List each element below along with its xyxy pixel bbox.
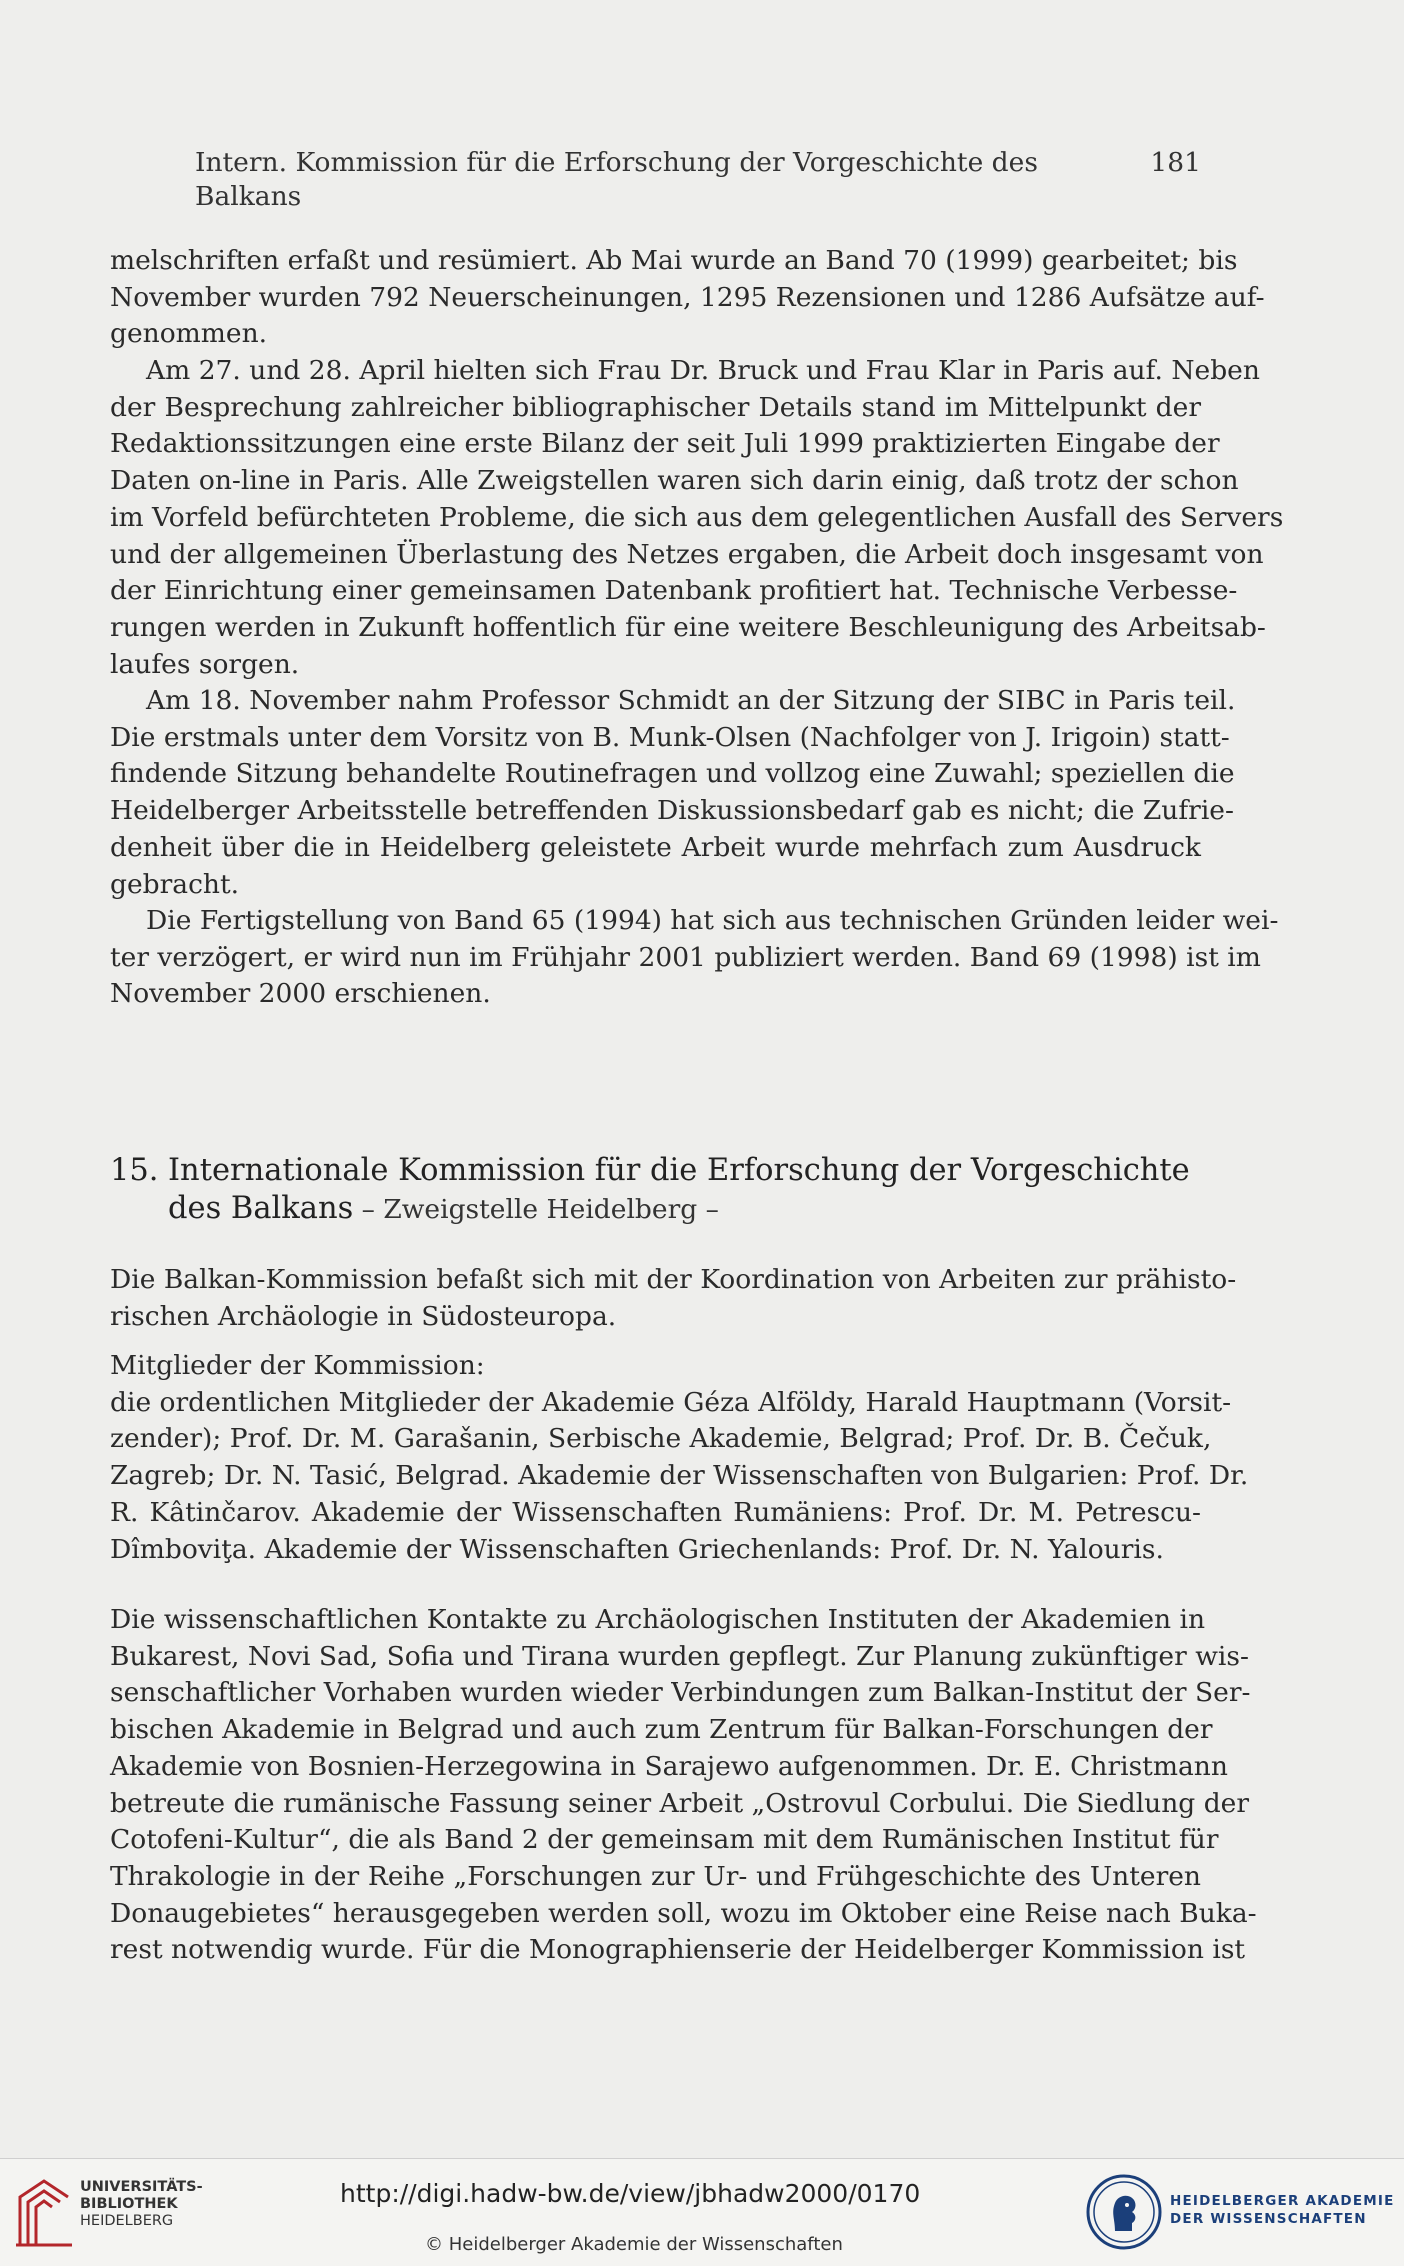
text-line: Dîmboviţa. Akademie der Wissenschaften Griechenlands: Prof. Dr. N. Yalouris. — [110, 1533, 1164, 1565]
academy-name — [1170, 2192, 1395, 2228]
text-line: Thrakologie in der Reihe „Forschungen zur Ur- und Frühgeschichte des Unteren — [110, 1860, 1201, 1892]
text-line: gebracht. — [110, 868, 240, 900]
text-line: findende Sitzung behandelte Routinefragen und vollzog eine Zuwahl; speziellen die — [110, 758, 1235, 790]
text-line: Cotofeni-Kultur“, die als Band 2 der gemeinsam mit dem Rumänischen Institut für — [110, 1824, 1219, 1856]
paragraph — [110, 903, 1279, 1013]
university-library-name — [80, 2179, 203, 2230]
text-line: die ordentlichen Mitglieder der Akademie Géza Alföldy, Harald Hauptmann (Vorsit- — [110, 1386, 1232, 1418]
copyright-notice: © Heidelberger Akademie der Wissenschaften — [425, 2234, 843, 2255]
section-title-line2-wrap — [110, 1190, 1201, 1229]
text-line: bischen Akademie in Belgrad und auch zum Zentrum für Balkan-Forschungen der — [110, 1714, 1213, 1746]
paragraph — [110, 1262, 1237, 1335]
library-line: UNIVERSITÄTS- — [80, 2179, 203, 2195]
section-title-line2: des Balkans — [168, 1191, 354, 1226]
text-line: Redaktionssitzungen eine erste Bilanz der seit Juli 1999 praktizierten Eingabe der — [110, 428, 1220, 460]
running-head — [195, 146, 1201, 214]
text-line: zender); Prof. Dr. M. Garašanin, Serbische Akademie, Belgrad; Prof. Dr. B. Čečuk, — [110, 1423, 1212, 1455]
text-line: R. Kâtinčarov. Akademie der Wissenschaften Rumäniens: Prof. Dr. M. Petrescu- — [110, 1496, 1201, 1528]
text-line: Zagreb; Dr. N. Tasić, Belgrad. Akademie der Wissenschaften von Bulgarien: Prof. Dr. — [110, 1460, 1249, 1492]
paragraph — [110, 353, 1284, 683]
library-line: BIBLIOTHEK — [80, 2196, 178, 2212]
page-number: 181 — [1150, 147, 1201, 178]
paragraph — [110, 1602, 1257, 1969]
text-line: Die Fertigstellung von Band 65 (1994) hat sich aus technischen Gründen leider wei- — [146, 905, 1279, 936]
permalink-url[interactable]: http://digi.hadw-bw.de/view/jbhadw2000/0170 — [340, 2179, 921, 2208]
text-line: laufes sorgen. — [110, 648, 300, 680]
running-head-title: Intern. Kommission für die Erforschung der Vorgeschichte des Balkans — [195, 147, 1038, 212]
text-line: der Einrichtung einer gemeinsamen Datenbank profitiert hat. Technische Verbesse- — [110, 575, 1238, 607]
footer-bar — [0, 2158, 1404, 2266]
text-line: Bukarest, Novi Sad, Sofia und Tirana wurden gepflegt. Zur Planung zukünftiger wis- — [110, 1640, 1249, 1672]
section-number: 15. — [110, 1153, 159, 1188]
text-line: Mitglieder der Kommission: — [110, 1350, 485, 1381]
academy-line: HEIDELBERGER AKADEMIE — [1170, 2193, 1395, 2209]
section-title-line1: Internationale Kommission für die Erforschung der Vorgeschichte — [168, 1153, 1190, 1188]
text-line: Akademie von Bosnien-Herzegowina in Sarajewo aufgenommen. Dr. E. Christmann — [110, 1750, 1228, 1782]
text-line: rungen werden in Zukunft hoffentlich für eine weitere Beschleunigung des Arbeitsab- — [110, 611, 1266, 643]
text-line: senschaftlicher Vorhaben wurden wieder Verbindungen zum Balkan-Institut der Ser- — [110, 1677, 1251, 1709]
section-heading — [110, 1152, 1201, 1229]
paragraph — [110, 1348, 1249, 1568]
section-subtitle: – Zweigstelle Heidelberg – — [353, 1194, 719, 1225]
academy-line: DER WISSENSCHAFTEN — [1170, 2211, 1367, 2227]
paragraph — [110, 683, 1236, 903]
text-line: der Besprechung zahlreicher bibliographischer Details stand im Mittelpunkt der — [110, 391, 1201, 423]
text-line: rischen Archäologie in Südosteuropa. — [110, 1300, 617, 1332]
text-line: und der allgemeinen Überlastung des Netzes ergaben, die Arbeit doch insgesamt von — [110, 538, 1264, 570]
text-line: im Vorfeld befürchteten Probleme, die sich aus dem gelegentlichen Ausfall des Servers — [110, 501, 1284, 533]
text-line: ter verzögert, er wird nun im Frühjahr 2001 publiziert werden. Band 69 (1998) ist im — [110, 941, 1261, 973]
text-line: November wurden 792 Neuerscheinungen, 1295 Rezensionen und 1286 Aufsätze auf- — [110, 281, 1265, 313]
text-line: Die wissenschaftlichen Kontakte zu Archäologischen Instituten der Akademien in — [110, 1604, 1206, 1635]
text-line: genommen. — [110, 318, 268, 350]
university-library-logo-icon[interactable] — [14, 2175, 74, 2249]
text-line: betreute die rumänische Fassung seiner Arbeit „Ostrovul Corbului. Die Siedlung der — [110, 1787, 1250, 1819]
text-line: Heidelberger Arbeitsstelle betreffenden Diskussionsbedarf gab es nicht; die Zufrie- — [110, 795, 1234, 827]
text-line: Donaugebietes“ herausgegeben werden soll, wozu im Oktober eine Reise nach Buka- — [110, 1897, 1257, 1929]
text-line: melschriften erfaßt und resümiert. Ab Mai wurde an Band 70 (1999) gearbeitet; bis — [110, 245, 1238, 276]
paragraph — [110, 243, 1265, 353]
library-line: HEIDELBERG — [80, 2213, 174, 2229]
text-line: rest notwendig wurde. Für die Monographienserie der Heidelberger Kommission ist — [110, 1934, 1246, 1966]
text-line: Die erstmals unter dem Vorsitz von B. Munk-Olsen (Nachfolger von J. Irigoin) statt- — [110, 721, 1230, 753]
text-line: denheit über die in Heidelberg geleistete Arbeit wurde mehrfach zum Ausdruck — [110, 831, 1201, 863]
academy-seal-icon[interactable] — [1085, 2173, 1163, 2251]
text-line: Daten on-line in Paris. Alle Zweigstellen waren sich darin einig, daß trotz der schon — [110, 465, 1239, 497]
text-line: Die Balkan-Kommission befaßt sich mit der Koordination von Arbeiten zur prähisto- — [110, 1264, 1237, 1295]
text-line: Am 27. und 28. April hielten sich Frau Dr. Bruck und Frau Klar in Paris auf. Neben — [146, 355, 1260, 386]
text-line: Am 18. November nahm Professor Schmidt an der Sitzung der SIBC in Paris teil. — [146, 685, 1236, 716]
text-line: November 2000 erschienen. — [110, 978, 491, 1010]
